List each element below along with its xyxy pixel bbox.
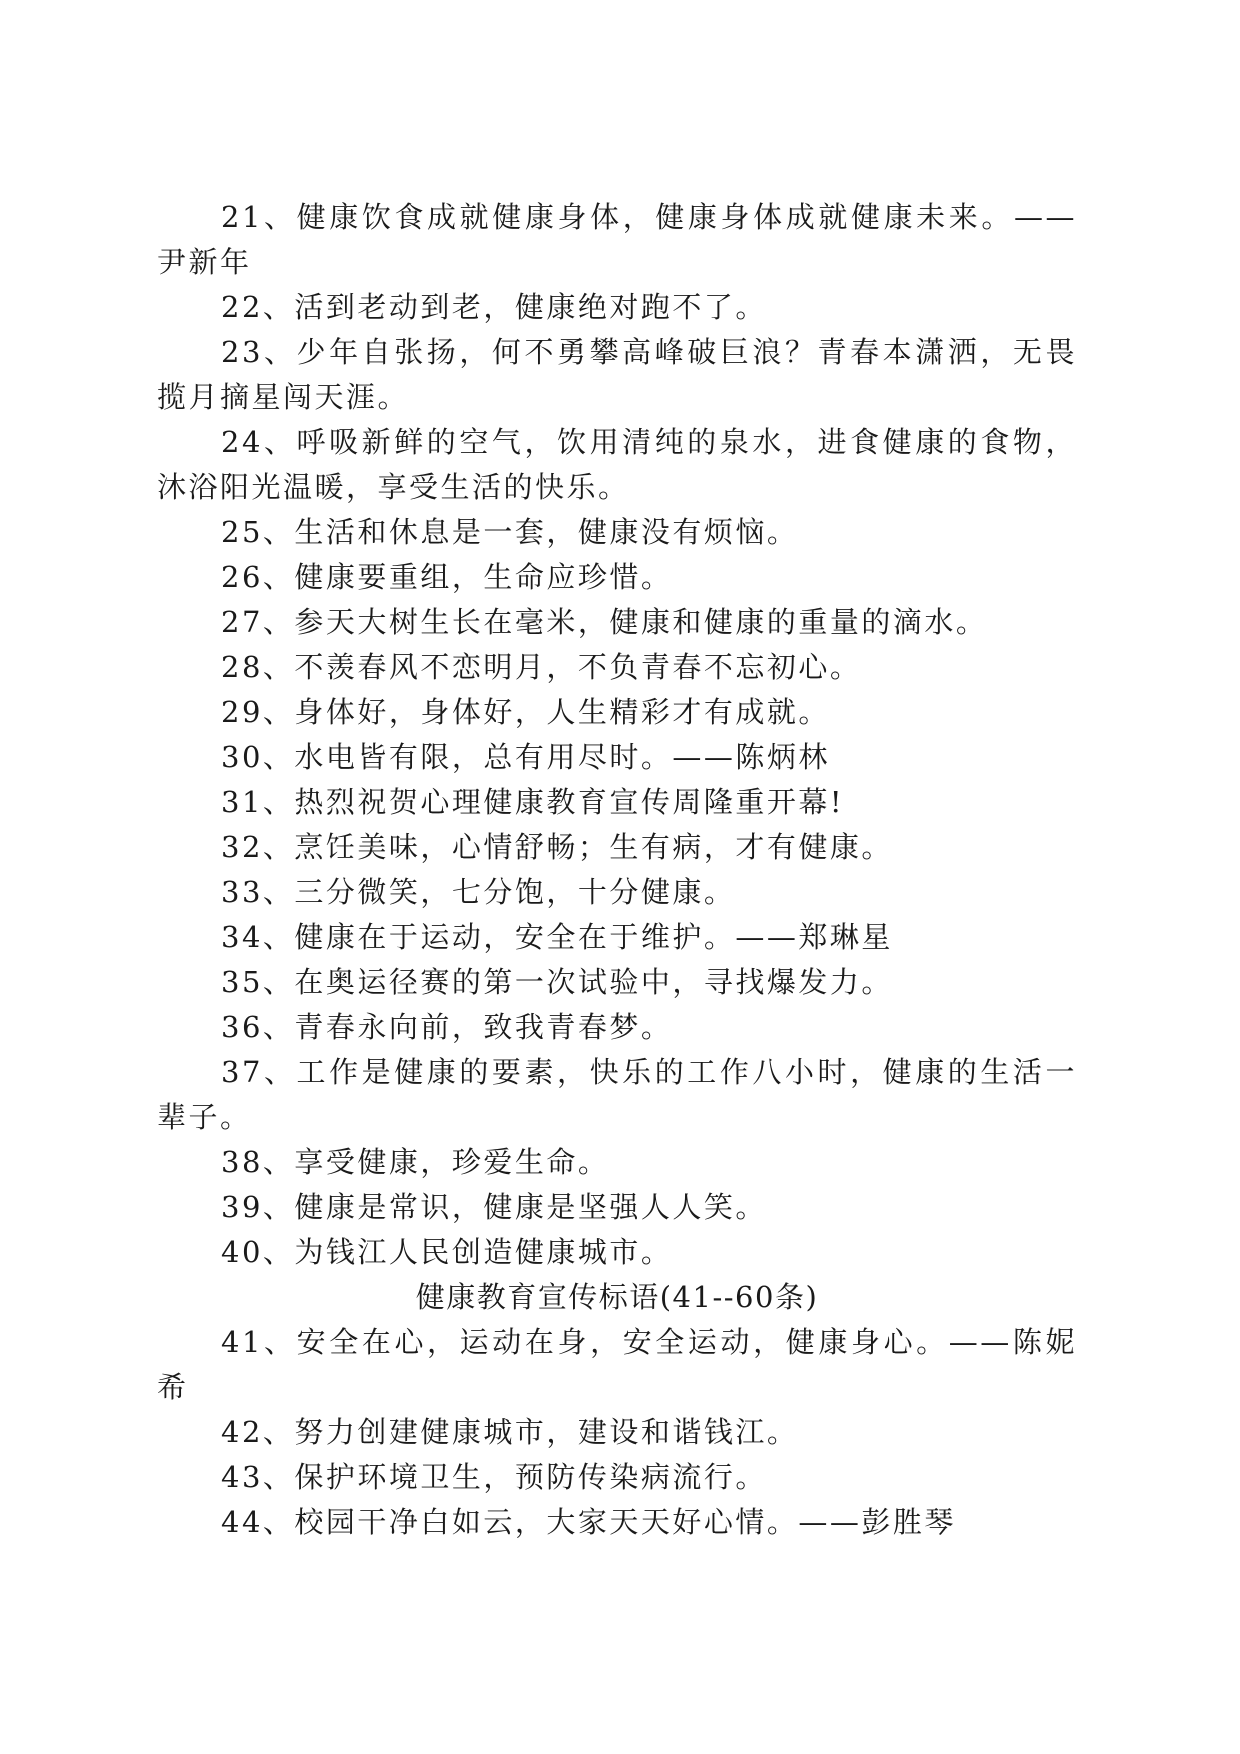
list-item: 27、参天大树生长在毫米，健康和健康的重量的滴水。 xyxy=(221,605,988,639)
list-item: 28、不羡春风不恋明月，不负青春不忘初心。 xyxy=(221,650,862,684)
list-item: 22、活到老动到老，健康绝对跑不了。 xyxy=(221,290,767,324)
list-item: 34、健康在于运动，安全在于维护。——郑琳星 xyxy=(221,920,893,954)
list-item: 38、享受健康，珍爱生命。 xyxy=(221,1145,610,1179)
section-heading: 健康教育宣传标语(41--60条) xyxy=(415,1280,819,1314)
list-item: 42、努力创建健康城市，建设和谐钱江。 xyxy=(221,1415,799,1449)
list-item: 36、青春永向前，致我青春梦。 xyxy=(221,1010,673,1044)
list-item: 39、健康是常识，健康是坚强人人笑。 xyxy=(221,1190,767,1224)
list-item: 37、工作是健康的要素，快乐的工作八小时，健康的生活一辈子。 xyxy=(157,1055,1077,1134)
list-item: 43、保护环境卫生，预防传染病流行。 xyxy=(221,1460,767,1494)
document-body xyxy=(157,195,1077,1545)
list-item: 41、安全在心，运动在身，安全运动，健康身心。——陈妮希 xyxy=(157,1325,1077,1404)
list-item: 40、为钱江人民创造健康城市。 xyxy=(221,1235,673,1269)
list-item: 44、校园干净白如云，大家天天好心情。——彭胜琴 xyxy=(221,1505,956,1539)
list-item: 35、在奥运径赛的第一次试验中，寻找爆发力。 xyxy=(221,965,893,999)
list-item: 23、少年自张扬，何不勇攀高峰破巨浪？青春本潇洒，无畏揽月摘星闯天涯。 xyxy=(157,335,1077,414)
list-item: 33、三分微笑，七分饱，十分健康。 xyxy=(221,875,736,909)
list-item: 30、水电皆有限，总有用尽时。——陈炳林 xyxy=(221,740,830,774)
list-item: 31、热烈祝贺心理健康教育宣传周隆重开幕! xyxy=(221,785,845,819)
list-item: 29、身体好，身体好，人生精彩才有成就。 xyxy=(221,695,830,729)
list-item: 21、健康饮食成就健康身体，健康身体成就健康未来。——尹新年 xyxy=(157,200,1077,279)
list-item: 25、生活和休息是一套，健康没有烦恼。 xyxy=(221,515,799,549)
list-item: 24、呼吸新鲜的空气，饮用清纯的泉水，进食健康的食物，沐浴阳光温暖，享受生活的快乐。 xyxy=(157,425,1077,504)
list-item: 32、烹饪美味，心情舒畅；生有病，才有健康。 xyxy=(221,830,893,864)
list-item: 26、健康要重组，生命应珍惜。 xyxy=(221,560,673,594)
